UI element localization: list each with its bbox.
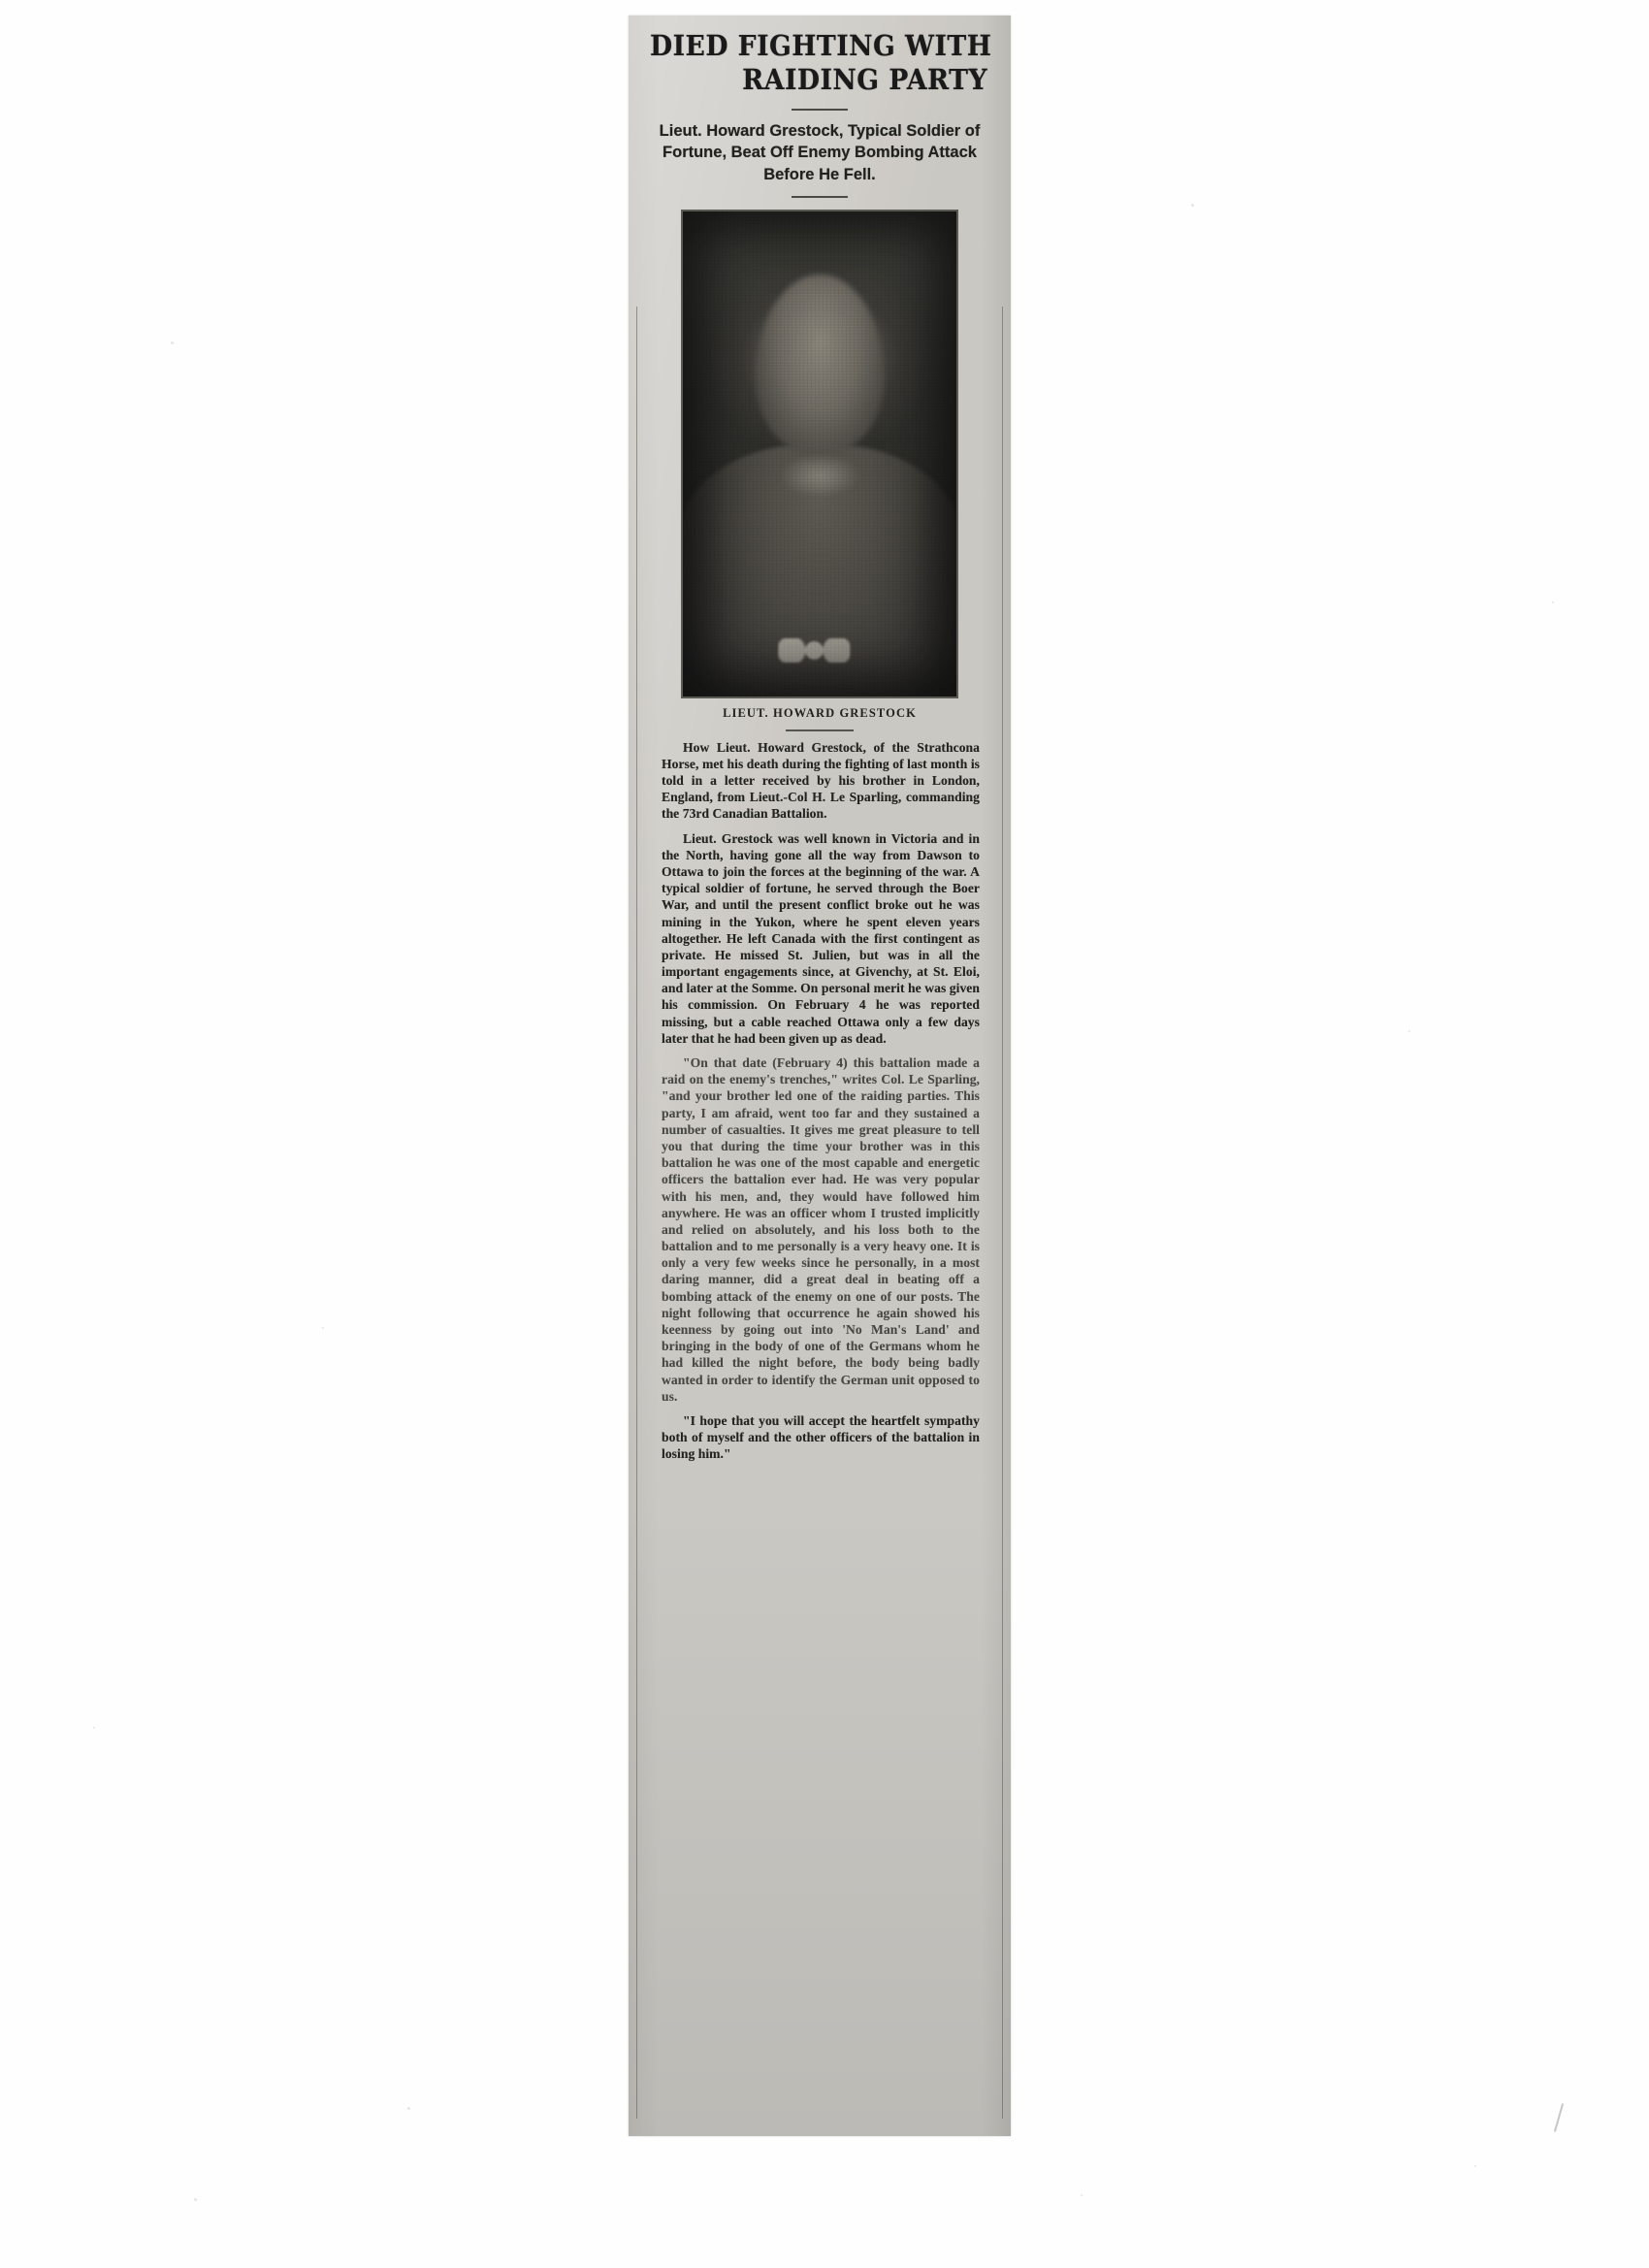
divider-rule-below-subhead <box>792 196 848 198</box>
article-paragraph: "On that date (February 4) this battalion made a raid on the enemy's trenches," writes Col. Le Sparling, "and your brother led one of the raiding parties. This party, I am afraid, went too far and they sustained a number of casualties. It gives me great pleasure to tell you that during the time your brother was in this battalion he was one of the most capable and energetic officers the battalion ever had. He was very popular with his men, and, they would have followed him anywhere. He was an officer whom I trusted implicitly and relied on absolutely, and his loss both to the battalion and to me personally is a very heavy one. It is only a very few weeks since he personally, in a most daring manner, did a great deal in beating off a bombing attack of the enemy on one of our posts. The night following that occurrence he again showed his keenness by going out into 'No Man's Land' and bringing in the body of one of the Germans whom he had killed the night before, the body being badly wanted in order to identify the German unit opposed to us. <box>662 1055 980 1404</box>
divider-rule-below-caption <box>786 729 854 731</box>
newspaper-clipping <box>629 16 1011 2136</box>
headline-line-1: DIED FIGHTING WITH <box>650 29 992 62</box>
article-paragraph: Lieut. Grestock was well known in Victoria and in the North, having gone all the way from Dawson to Ottawa to join the forces at the beginning of the war. A typical soldier of fortune, he served through the Boer War, and until the present conflict broke out he was mining in the Yukon, where he spent eleven years altogether. He left Canada with the first contingent as private. He missed St. Julien, but was in all the important engagements since, at Givenchy, at St. Eloi, and later at the Somme. On personal merit he was given his commission. On February 4 he was reported missing, but a cable reached Ottawa only a few days later that he had been given up as dead. <box>662 830 980 1046</box>
article-paragraph: How Lieut. Howard Grestock, of the Strathcona Horse, met his death during the fighting of last month is told in a letter received by his brother in London, England, from Lieut.-Col H. Le Sparling, commanding the 73rd Canadian Battalion. <box>662 739 980 822</box>
portrait-photograph <box>681 210 958 698</box>
article-body <box>646 739 993 1463</box>
subheadline: Lieut. Howard Grestock, Typical Soldier of Fortune, Beat Off Enemy Bombing Attack Before He Fell. <box>659 121 981 183</box>
page-title <box>646 29 993 98</box>
headline-line-2: RAIDING PARTY <box>742 63 987 97</box>
article-paragraph: "I hope that you will accept the heartfelt sympathy both of myself and the other officers of the battalion in losing him." <box>662 1412 980 1462</box>
photo-caption: LIEUT. HOWARD GRESTOCK <box>723 706 917 721</box>
divider-rule-top <box>792 109 848 111</box>
